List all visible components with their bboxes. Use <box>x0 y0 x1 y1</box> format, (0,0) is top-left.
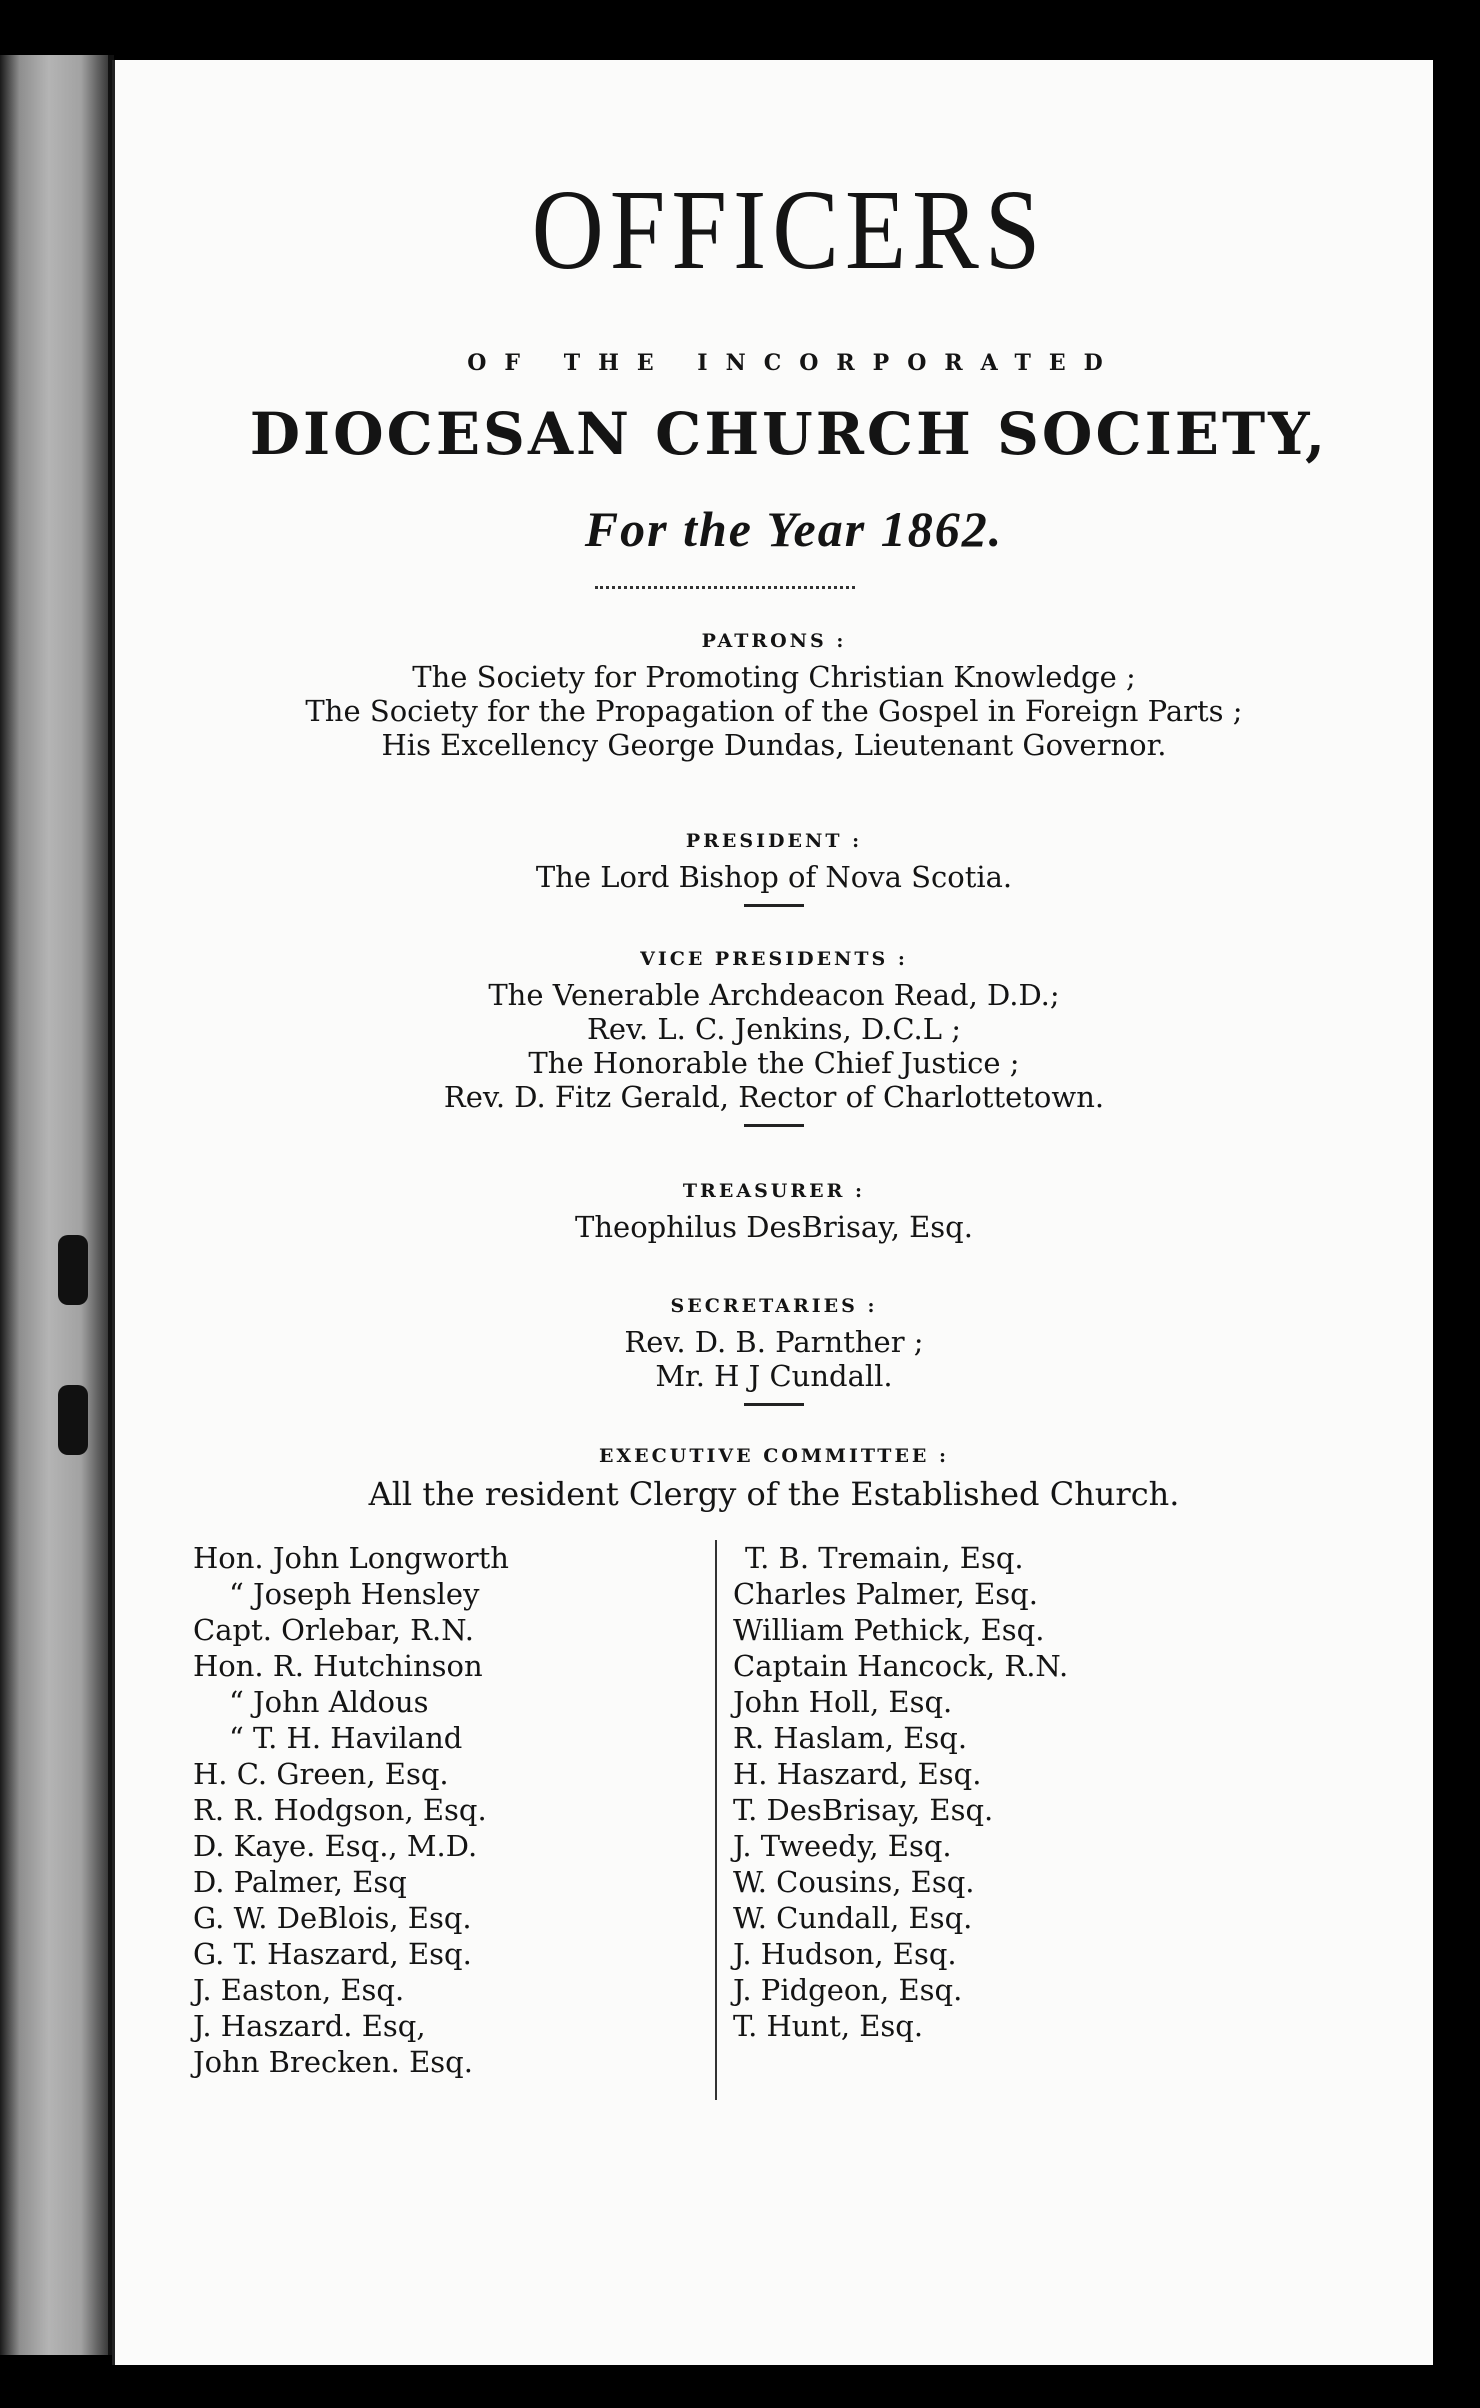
patron-line: The Society for the Propagation of the Gospel in Foreign Parts ; <box>305 694 1243 728</box>
committee-left-column <box>193 1540 733 2080</box>
section-heading: TREASURER : <box>682 1180 866 1202</box>
committee-member: J. Haszard. Esq, <box>193 2009 426 2043</box>
committee-member: J. Tweedy, Esq. <box>733 1829 952 1863</box>
document-page <box>112 60 1433 2365</box>
committee-member: John Holl, Esq. <box>733 1685 953 1719</box>
treasurer-line: Theophilus DesBrisay, Esq. <box>575 1210 973 1244</box>
vice-president-line: Rev. D. Fitz Gerald, Rector of Charlottetown. <box>443 1080 1105 1114</box>
committee-member: T. DesBrisay, Esq. <box>733 1793 994 1827</box>
section-heading: SECRETARIES : <box>670 1295 878 1317</box>
society-name: DIOCESAN CHURCH SOCIETY, <box>249 400 1329 468</box>
committee-member: J. Easton, Esq. <box>193 1973 405 2007</box>
year-line: For the Year 1862. <box>584 501 1004 557</box>
committee-member: G. T. Haszard, Esq. <box>193 1937 472 1971</box>
book-spine <box>0 55 114 2355</box>
committee-right-column <box>715 1540 1253 2100</box>
committee-member: R. R. Hodgson, Esq. <box>193 1793 487 1827</box>
committee-member: J. Hudson, Esq. <box>733 1937 957 1971</box>
committee-member: Charles Palmer, Esq. <box>733 1577 1038 1611</box>
committee-intro: All the resident Clergy of the Established Church. <box>368 1475 1180 1513</box>
vice-presidents-section <box>115 948 1433 1127</box>
section-heading: EXECUTIVE COMMITTEE : <box>598 1445 950 1467</box>
committee-member: D. Palmer, Esq <box>193 1865 407 1899</box>
vice-president-line: The Honorable the Chief Justice ; <box>528 1046 1020 1080</box>
committee-member: “ John Aldous <box>229 1685 429 1719</box>
short-rule <box>744 1124 804 1127</box>
committee-member: Capt. Orlebar, R.N. <box>193 1613 474 1647</box>
section-heading: VICE PRESIDENTS : <box>640 948 908 970</box>
secretary-line: Rev. D. B. Parnther ; <box>624 1325 924 1359</box>
page-subtitle: OF THE INCORPORATED <box>467 350 1121 376</box>
binding-thread-mark <box>58 1235 88 1305</box>
patron-line: The Society for Promoting Christian Knowledge ; <box>412 660 1136 694</box>
committee-member: G. W. DeBlois, Esq. <box>193 1901 472 1935</box>
section-heading: PATRONS : <box>701 630 847 652</box>
committee-member: “ T. H. Haviland <box>229 1721 463 1755</box>
secretaries-section <box>115 1295 1433 1406</box>
president-line: The Lord Bishop of Nova Scotia. <box>535 860 1013 894</box>
secretary-line: Mr. H J Cundall. <box>655 1359 893 1393</box>
committee-member: William Pethick, Esq. <box>733 1613 1045 1647</box>
committee-member: T. Hunt, Esq. <box>733 2009 924 2043</box>
committee-member: T. B. Tremain, Esq. <box>745 1541 1024 1575</box>
committee-member: J. Pidgeon, Esq. <box>733 1973 963 2007</box>
vice-president-line: The Venerable Archdeacon Read, D.D.; <box>488 978 1060 1012</box>
committee-member: H. Haszard, Esq. <box>733 1757 982 1791</box>
vice-president-line: Rev. L. C. Jenkins, D.C.L ; <box>586 1012 962 1046</box>
president-section <box>115 830 1433 907</box>
committee-member: H. C. Green, Esq. <box>193 1757 449 1791</box>
patron-line: His Excellency George Dundas, Lieutenant Governor. <box>381 728 1167 762</box>
committee-member: Hon. R. Hutchinson <box>193 1649 483 1683</box>
committee-member: W. Cundall, Esq. <box>733 1901 973 1935</box>
short-rule <box>744 1403 804 1406</box>
committee-member: Hon. John Longworth <box>193 1541 509 1575</box>
committee-member: D. Kaye. Esq., M.D. <box>193 1829 478 1863</box>
short-rule <box>744 904 804 907</box>
dotted-divider <box>595 586 855 589</box>
patrons-section <box>115 630 1433 762</box>
page-title: OFFICERS <box>531 165 1047 294</box>
committee-member: R. Haslam, Esq. <box>733 1721 968 1755</box>
section-heading: PRESIDENT : <box>685 830 863 852</box>
treasurer-section <box>115 1180 1433 1244</box>
committee-member: “ Joseph Hensley <box>229 1577 480 1611</box>
binding-thread-mark <box>58 1385 88 1455</box>
committee-member: Captain Hancock, R.N. <box>733 1649 1069 1683</box>
committee-member: John Brecken. Esq. <box>193 2045 473 2079</box>
committee-member: W. Cousins, Esq. <box>733 1865 975 1899</box>
executive-committee-section <box>115 1445 1433 1511</box>
